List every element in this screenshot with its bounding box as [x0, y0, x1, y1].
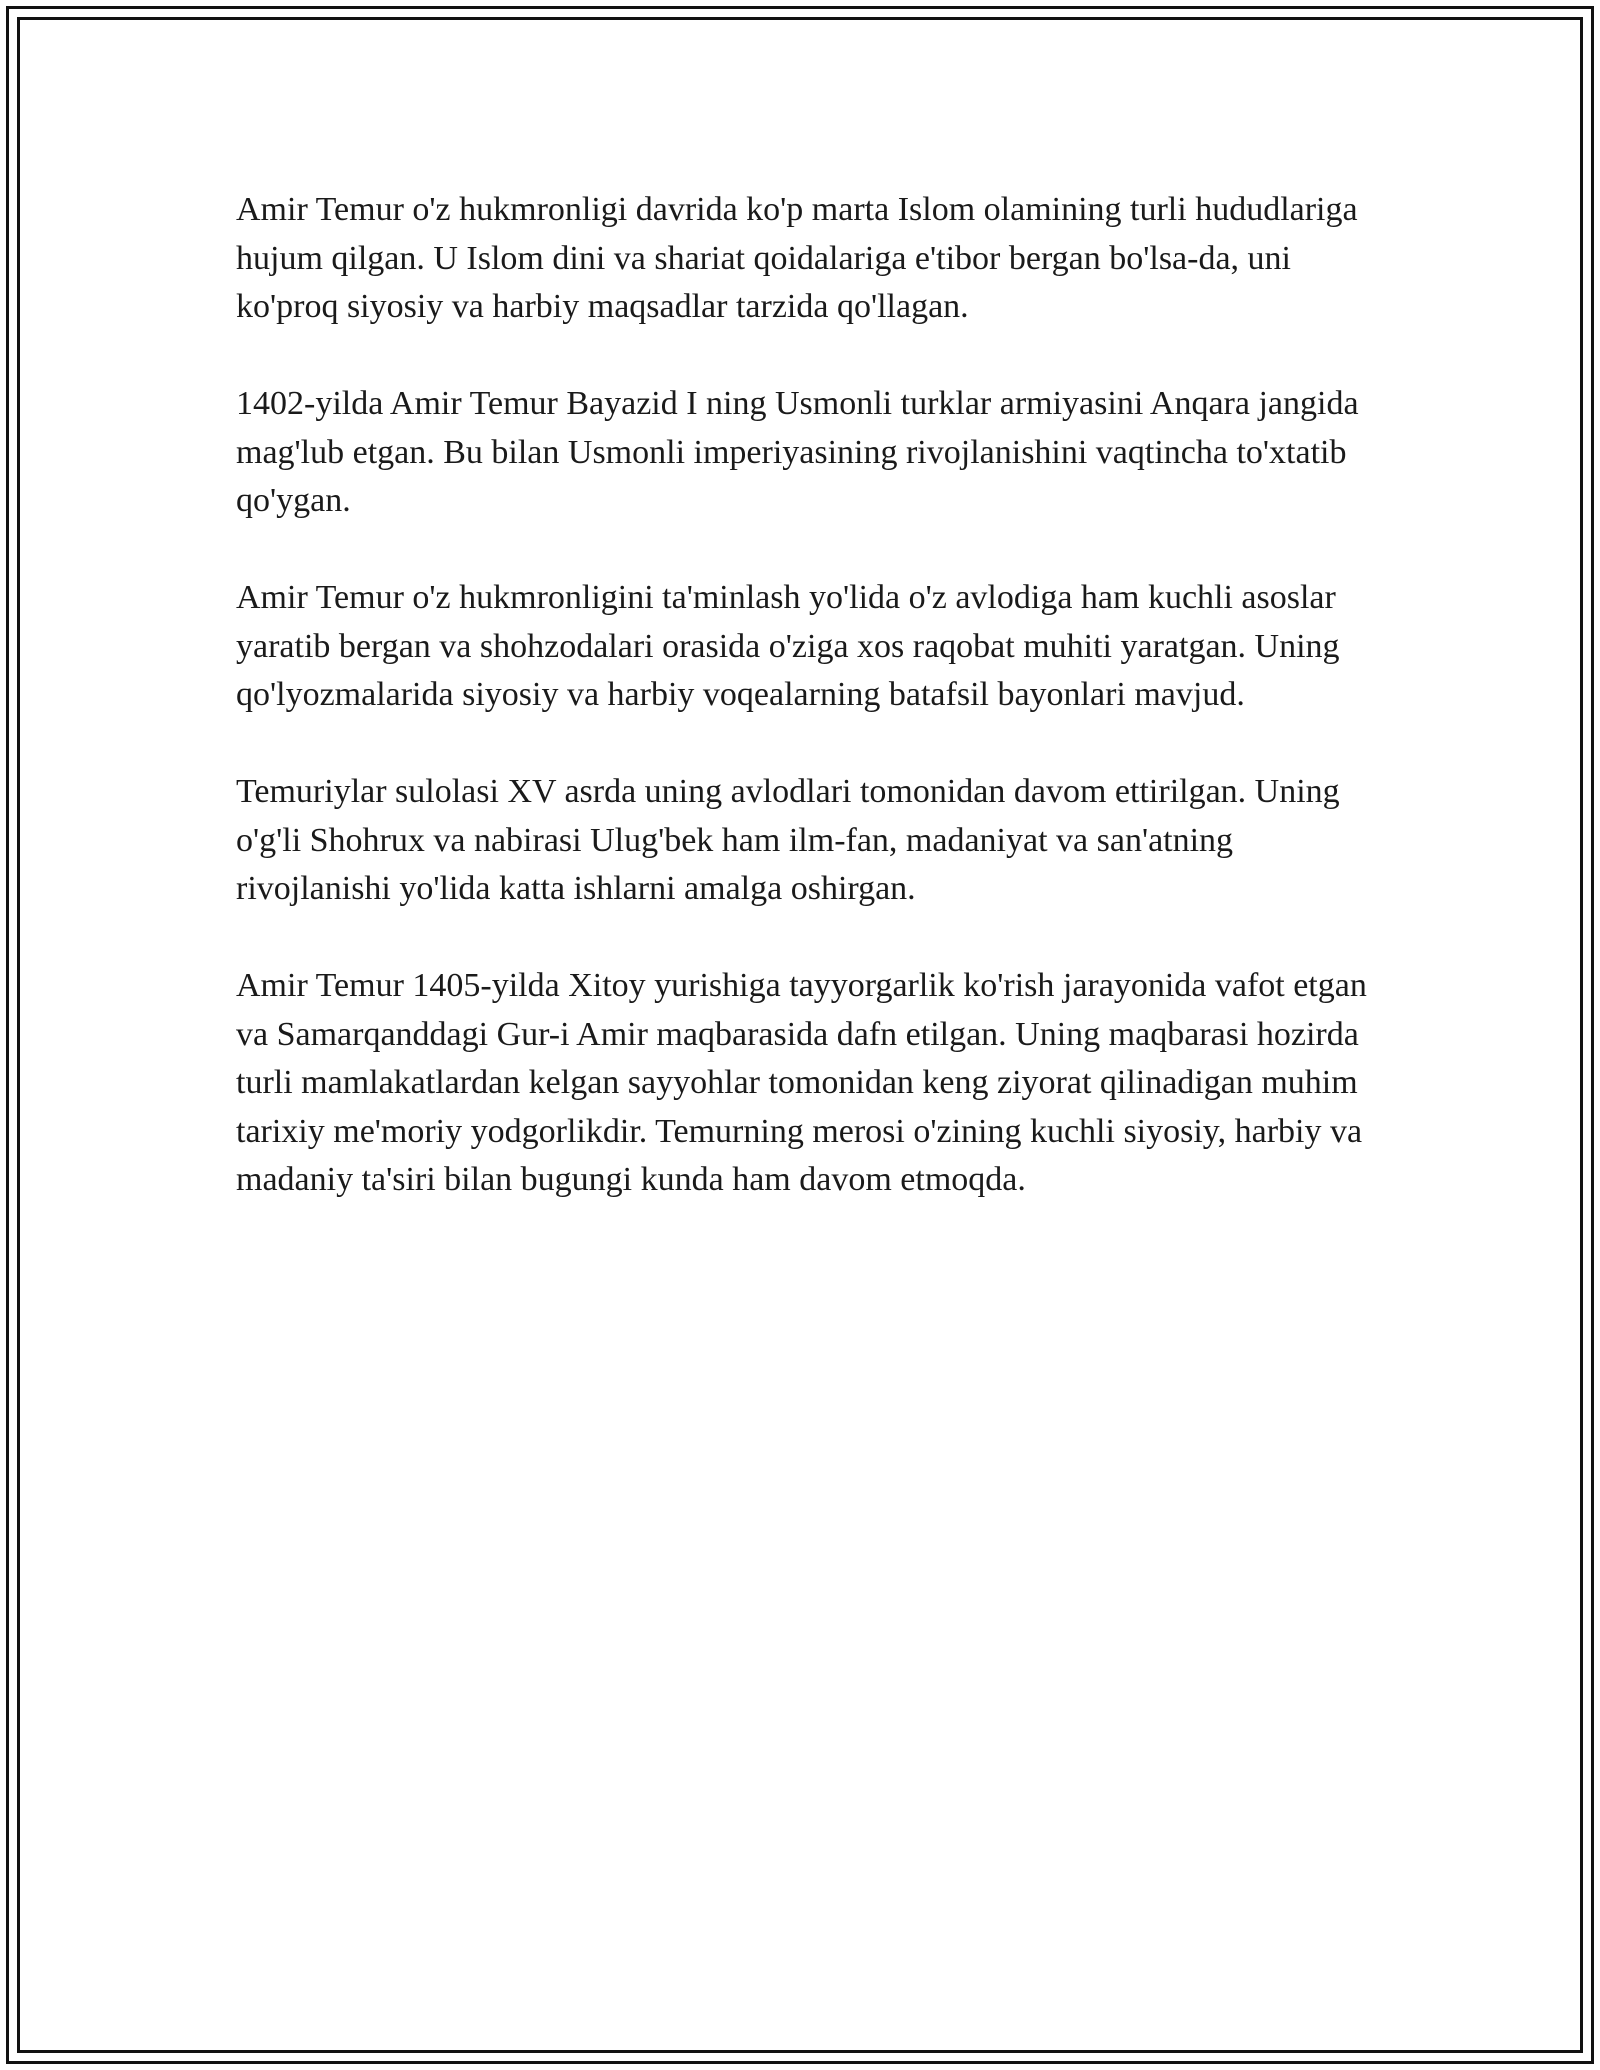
document-body	[236, 186, 1386, 1253]
paragraph-5: Amir Temur 1405-yilda Xitoy yurishiga tayyorgarlik ko'rish jarayonida vafot etgan va Samarqanddagi Gur-i Amir maqbarasida dafn etilgan. Uning maqbarasi hozirda turli mamlakatlardan kelgan sayyohlar tomonidan keng ziyorat qilinadigan muhim tarixiy me'moriy yodgorlikdir. Temurning merosi o'zining kuchli siyosiy, harbiy va madaniy ta'siri bilan bugungi kunda ham davom etmoqda.	[236, 967, 1367, 1198]
paragraph-3: Amir Temur o'z hukmronligini ta'minlash yo'lida o'z avlodiga ham kuchli asoslar yaratib bergan va shohzodalari orasida o'ziga xos raqobat muhiti yaratgan. Uning qo'lyozmalarida siyosiy va harbiy voqealarning batafsil bayonlari mavjud.	[236, 579, 1340, 713]
paragraph-2: 1402-yilda Amir Temur Bayazid I ning Usmonli turklar armiyasini Anqara jangida mag'lub etgan. Bu bilan Usmonli imperiyasining rivojlanishini vaqtincha to'xtatib qo'ygan.	[236, 385, 1359, 519]
paragraph-1: Amir Temur o'z hukmronligi davrida ko'p marta Islom olamining turli hududlariga hujum qilgan. U Islom dini va shariat qoidalariga e'tibor bergan bo'lsa-da, uni ko'proq siyosiy va harbiy maqsadlar tarzida qo'llagan.	[236, 191, 1358, 325]
paragraph-4: Temuriylar sulolasi XV asrda uning avlodlari tomonidan davom ettirilgan. Uning o'g'li Shohrux va nabirasi Ulug'bek ham ilm-fan, madaniyat va san'atning rivojlanishi yo'lida katta ishlarni amalga oshirgan.	[236, 773, 1340, 907]
